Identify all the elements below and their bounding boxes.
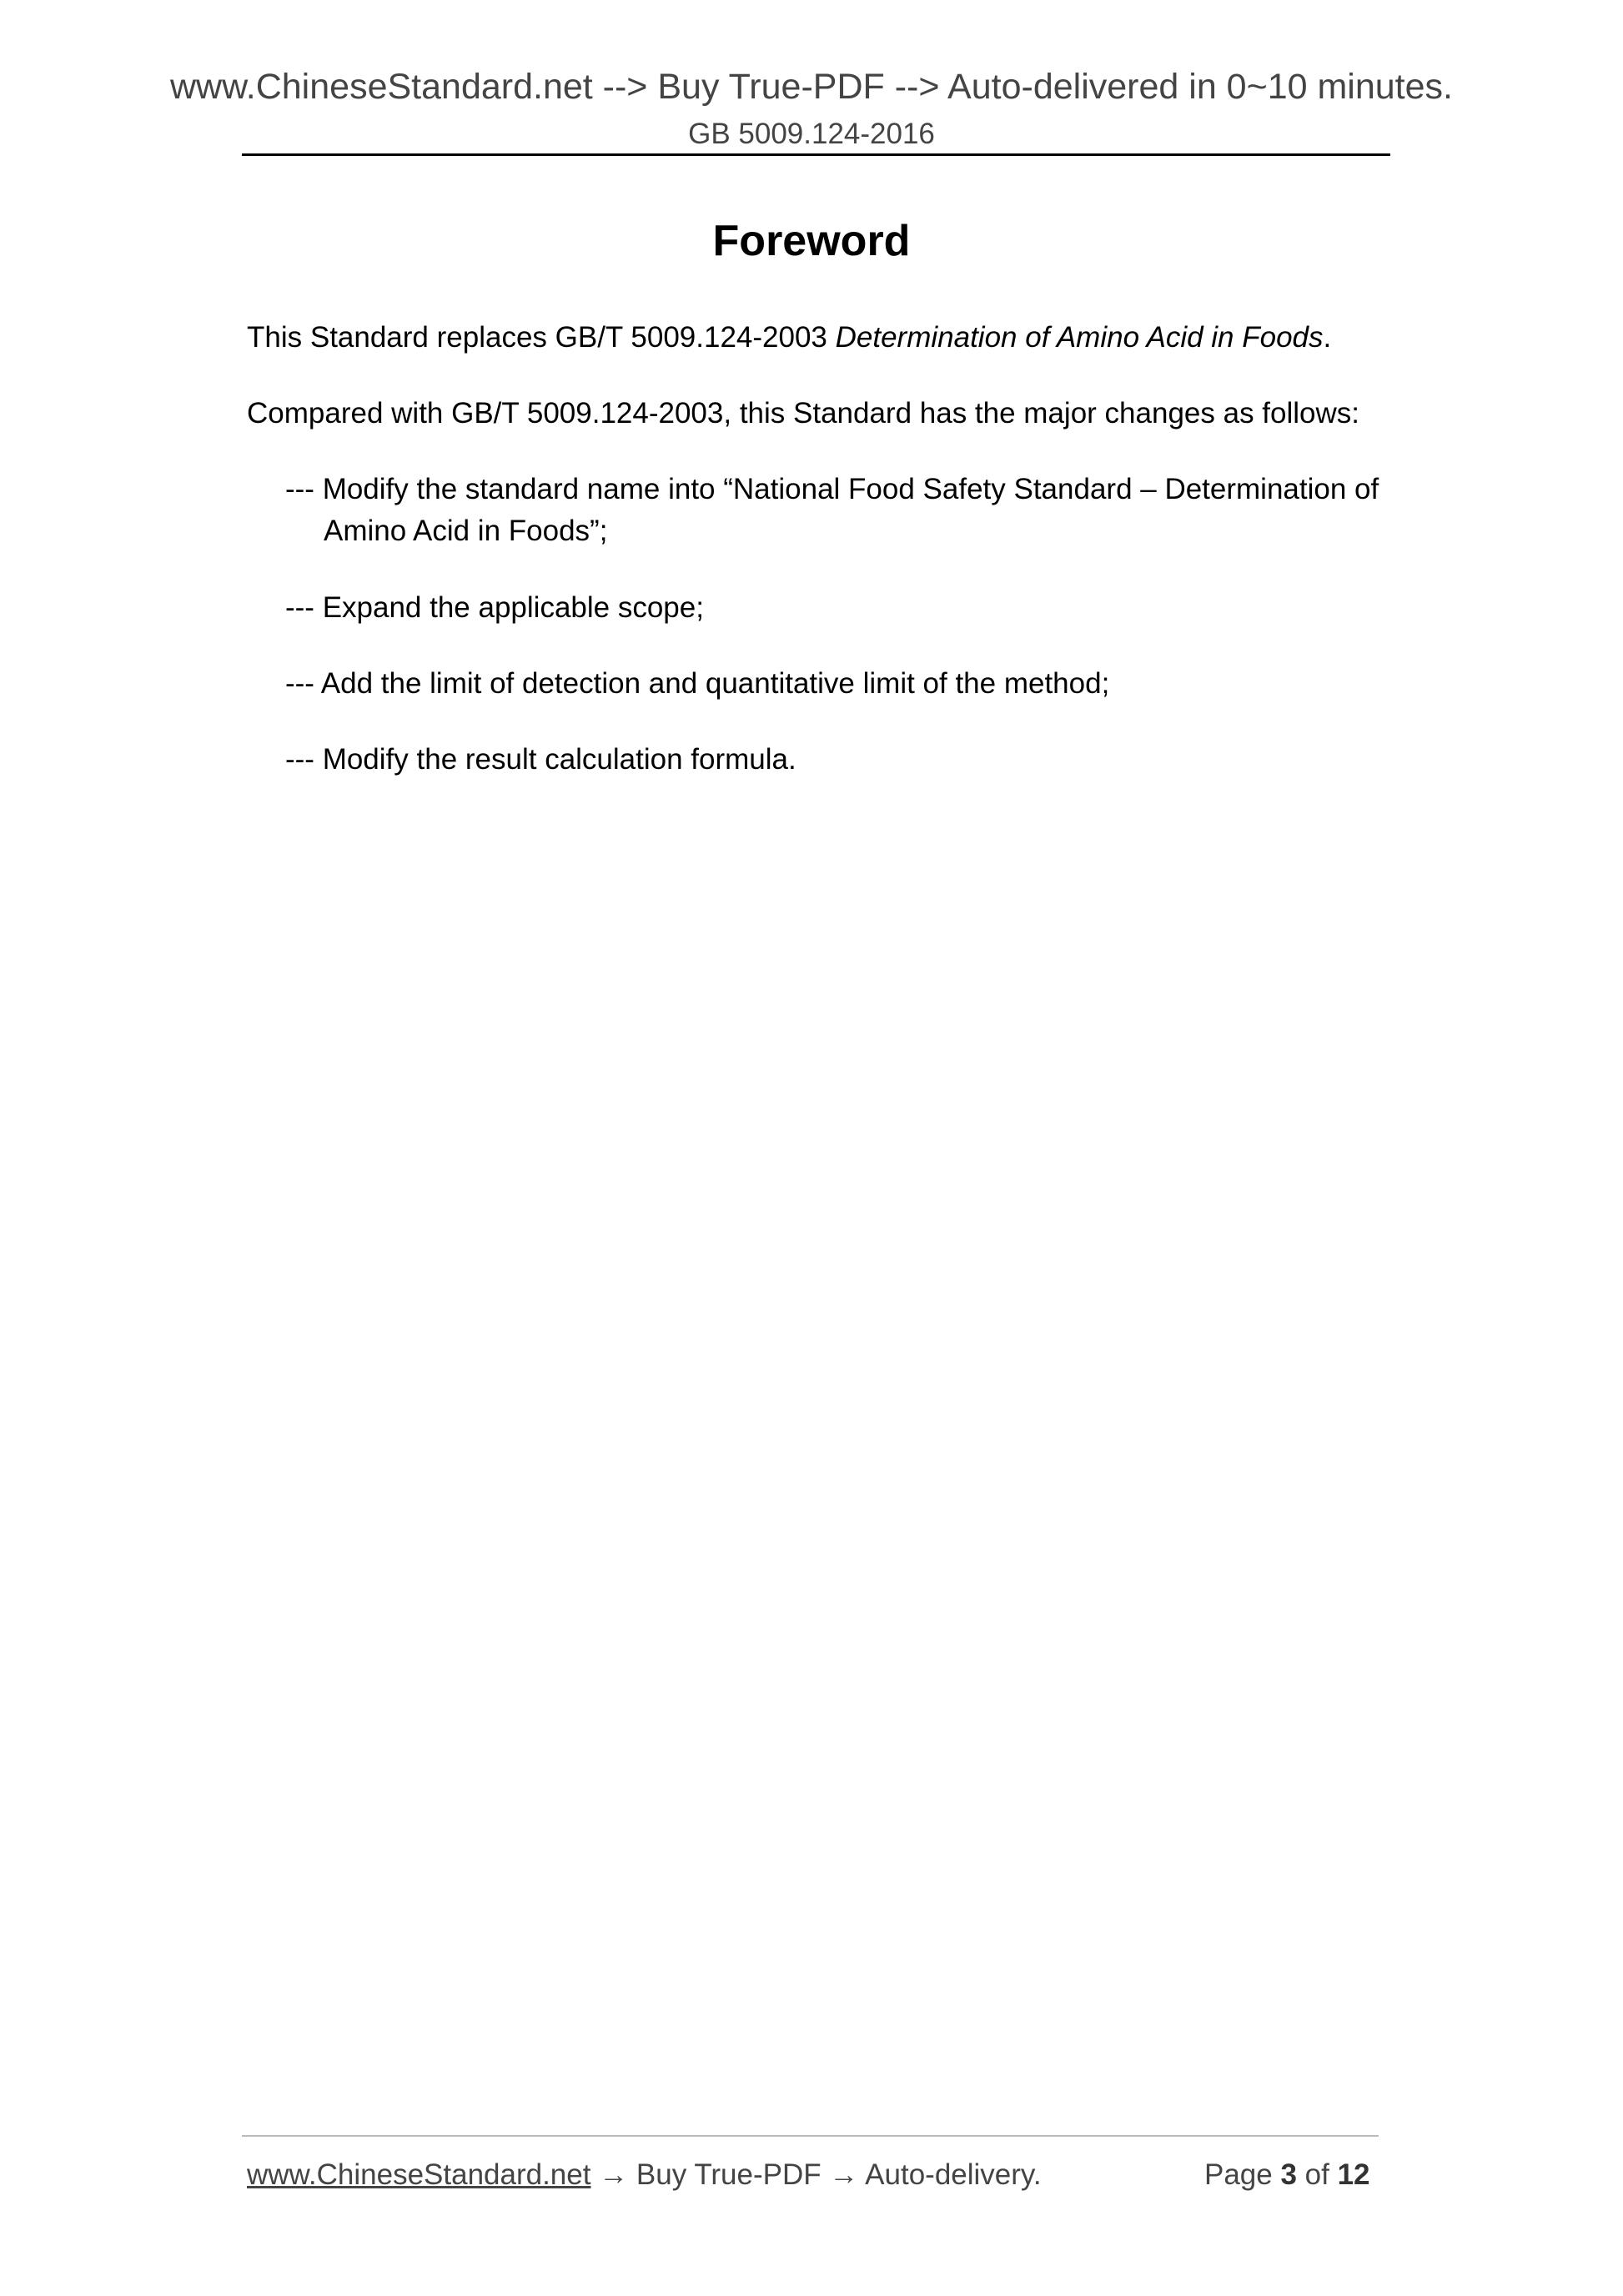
- footer-divider: [242, 2135, 1379, 2137]
- change-item-1: --- Modify the standard name into “National Food Safety Standard – Determination of Amino Acid in Foods”;: [285, 473, 1379, 547]
- page-label: Page: [1204, 2158, 1281, 2191]
- page-total: 12: [1337, 2158, 1370, 2191]
- footer-site-link[interactable]: www.ChineseStandard.net: [247, 2158, 591, 2191]
- intro-italic-title: Determination of Amino Acid in Foods: [835, 321, 1324, 354]
- page-number: [1204, 2157, 1370, 2193]
- document-code: GB 5009.124-2016: [688, 118, 935, 150]
- footer-tagline: → Buy True-PDF → Auto-delivery.: [590, 2158, 1042, 2191]
- footer-left: [247, 2157, 1042, 2193]
- page-title: Foreword: [712, 217, 911, 265]
- change-item-3: --- Add the limit of detection and quantitative limit of the method;: [285, 667, 1110, 700]
- page-current: 3: [1280, 2158, 1297, 2191]
- intro-paragraph: [247, 317, 1398, 359]
- intro-suffix: .: [1323, 321, 1332, 354]
- top-banner: www.ChineseStandard.net --> Buy True-PDF --> Auto-delivered in 0~10 minutes.: [169, 67, 1453, 107]
- comparison-paragraph: Compared with GB/T 5009.124-2003, this Standard has the major changes as follows:: [247, 397, 1359, 430]
- intro-prefix: This Standard replaces GB/T 5009.124-2003: [247, 321, 836, 354]
- change-item-4: --- Modify the result calculation formula.: [285, 743, 796, 776]
- page-of: of: [1296, 2158, 1338, 2191]
- change-item-2: --- Expand the applicable scope;: [285, 591, 704, 624]
- header-divider: [242, 153, 1390, 156]
